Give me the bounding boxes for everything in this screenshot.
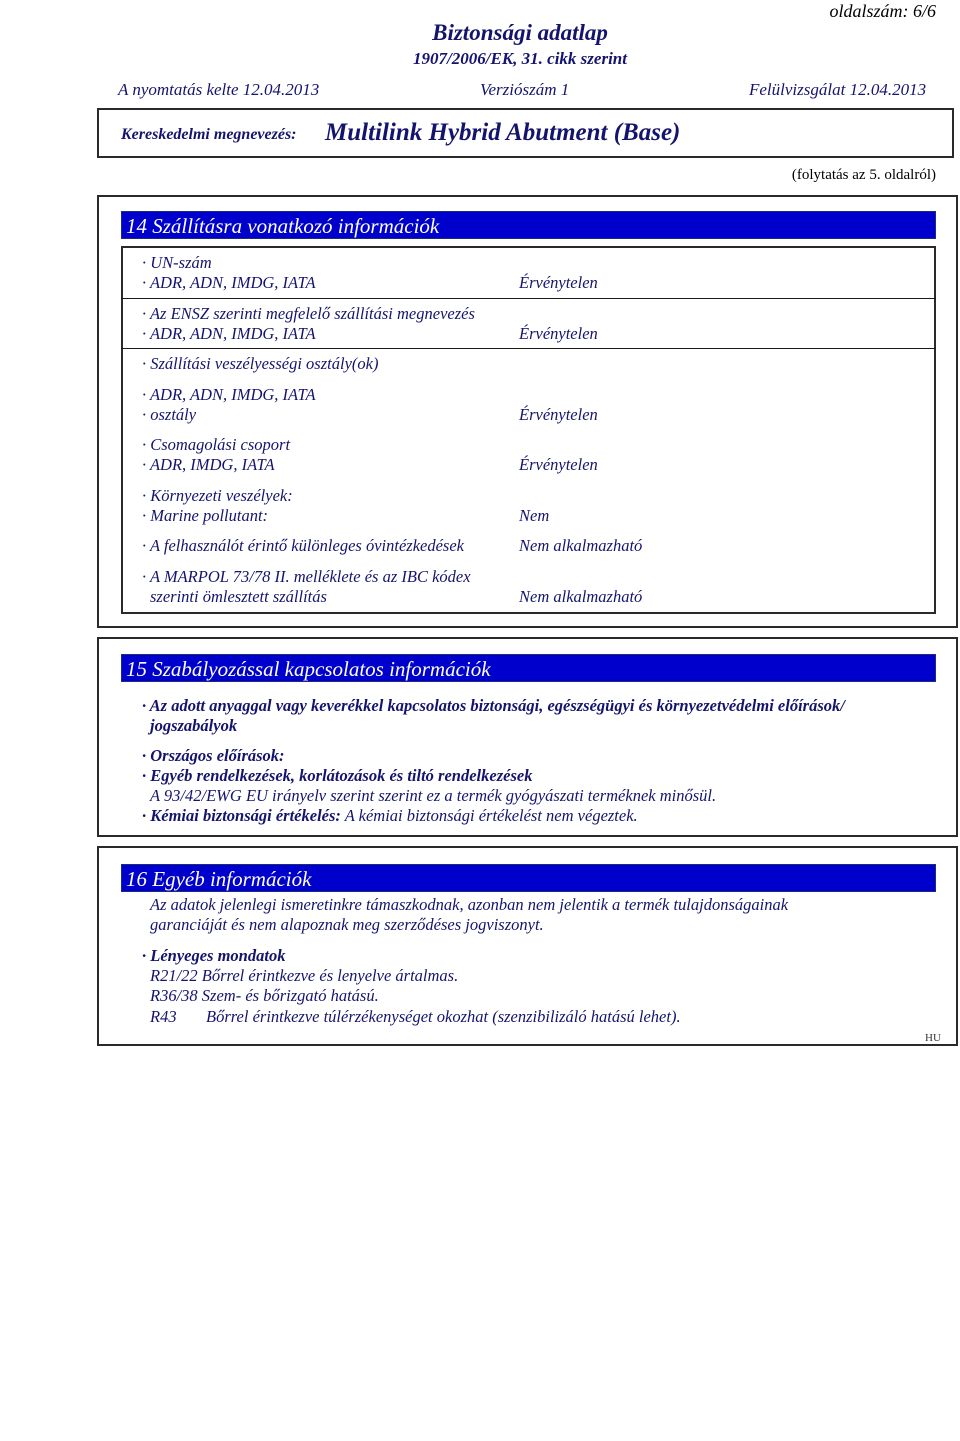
hazard-class-value: Érvénytelen [519,405,598,424]
packing-group-value: Érvénytelen [519,455,598,474]
trade-name-value: Multilink Hybrid Abutment (Base) [325,119,681,146]
proper-name-mode: · ADR, ADN, IMDG, IATA [142,324,316,343]
env-hazards-label: · Környezeti veszélyek: [142,486,293,505]
other-provisions-label: · Egyéb rendelkezések, korlátozások és tiltó rendelkezések [142,766,533,785]
divider [121,298,936,299]
packing-group-label: · Csomagolási csoport [142,435,291,454]
relevant-phrases-label: · Lényeges mondatok [142,946,286,965]
hazard-class-label: · Szállítási veszélyességi osztály(ok) [142,354,379,373]
divider [121,348,936,349]
marpol-label: · A MARPOL 73/78 II. melléklete és az IBC kódex [142,567,471,586]
trade-name-box [97,108,954,158]
special-precautions-label: · A felhasználót érintő különleges óvintézkedések [142,536,464,555]
hazard-class-sub: · osztály [142,405,197,424]
page-number: oldalszám: 6/6 [829,1,936,21]
document-subtitle: 1907/2006/EK, 31. cikk szerint [413,49,627,68]
special-precautions-value: Nem alkalmazható [519,536,643,555]
phrase-r36-38: R36/38 Szem- és bőrizgató hatású. [150,986,379,1005]
chem-assessment-label: · Kémiai biztonsági értékelés: [142,806,341,825]
directive-text: A 93/42/EWG EU irányelv szerint szerint ez a termék gyógyászati terméknek minősül. [150,786,717,805]
section-14-header: 14 Szállításra vonatkozó információk [121,211,936,239]
un-number-mode: · ADR, ADN, IMDG, IATA [142,273,316,292]
marpol-label-cont: szerinti ömlesztett szállítás [150,587,327,606]
national-regulations-label: · Országos előírások: [142,746,285,765]
marpol-value: Nem alkalmazható [519,587,643,606]
section-14-inner-box [121,246,936,614]
un-number-value: Érvénytelen [519,273,598,292]
disclaimer-line-1: Az adatok jelenlegi ismeretinkre támaszkodnak, azonban nem jelentik a termék tulajdonságainak [150,895,789,914]
chem-assessment-text: A kémiai biztonsági értékelést nem végeztek. [344,806,638,825]
regulations-label: · Az adott anyaggal vagy keverékkel kapcsolatos biztonsági, egészségügyi és környezetvédelmi előírások/ [142,696,845,715]
language-code: HU [925,1032,941,1044]
proper-name-value: Érvénytelen [519,324,598,343]
document-title: Biztonsági adatlap [432,20,608,45]
phrase-r43-text: Bőrrel érintkezve túlérzékenységet okozhat (szenzibilizáló hatású lehet). [206,1007,681,1026]
revision-date: Felülvizsgálat 12.04.2013 [749,80,927,99]
section-16-header: 16 Egyéb információk [121,864,936,892]
disclaimer-line-2: garanciáját és nem alapoznak meg szerződéses jogviszonyt. [150,915,544,934]
section-15-header: 15 Szabályozással kapcsolatos információk [121,654,936,682]
un-number-label: · UN-szám [142,253,212,272]
continuation-note: (folytatás az 5. oldalról) [791,167,936,183]
regulations-label-cont: jogszabályok [150,716,238,735]
hazard-class-mode: · ADR, ADN, IMDG, IATA [142,385,316,404]
chem-assessment-row [142,806,638,826]
print-date: A nyomtatás kelte 12.04.2013 [118,80,320,99]
packing-group-mode: · ADR, IMDG, IATA [142,455,275,474]
proper-name-label: · Az ENSZ szerinti megfelelő szállítási megnevezés [142,304,475,323]
trade-name-label: Kereskedelmi megnevezés: [121,126,297,143]
marine-pollutant-label: · Marine pollutant: [142,506,269,525]
version-number: Verziószám 1 [480,80,570,99]
marine-pollutant-value: Nem [519,506,550,525]
phrase-r21-22: R21/22 Bőrrel érintkezve és lenyelve ártalmas. [150,966,459,985]
phrase-r43-code: R43 [150,1007,177,1026]
